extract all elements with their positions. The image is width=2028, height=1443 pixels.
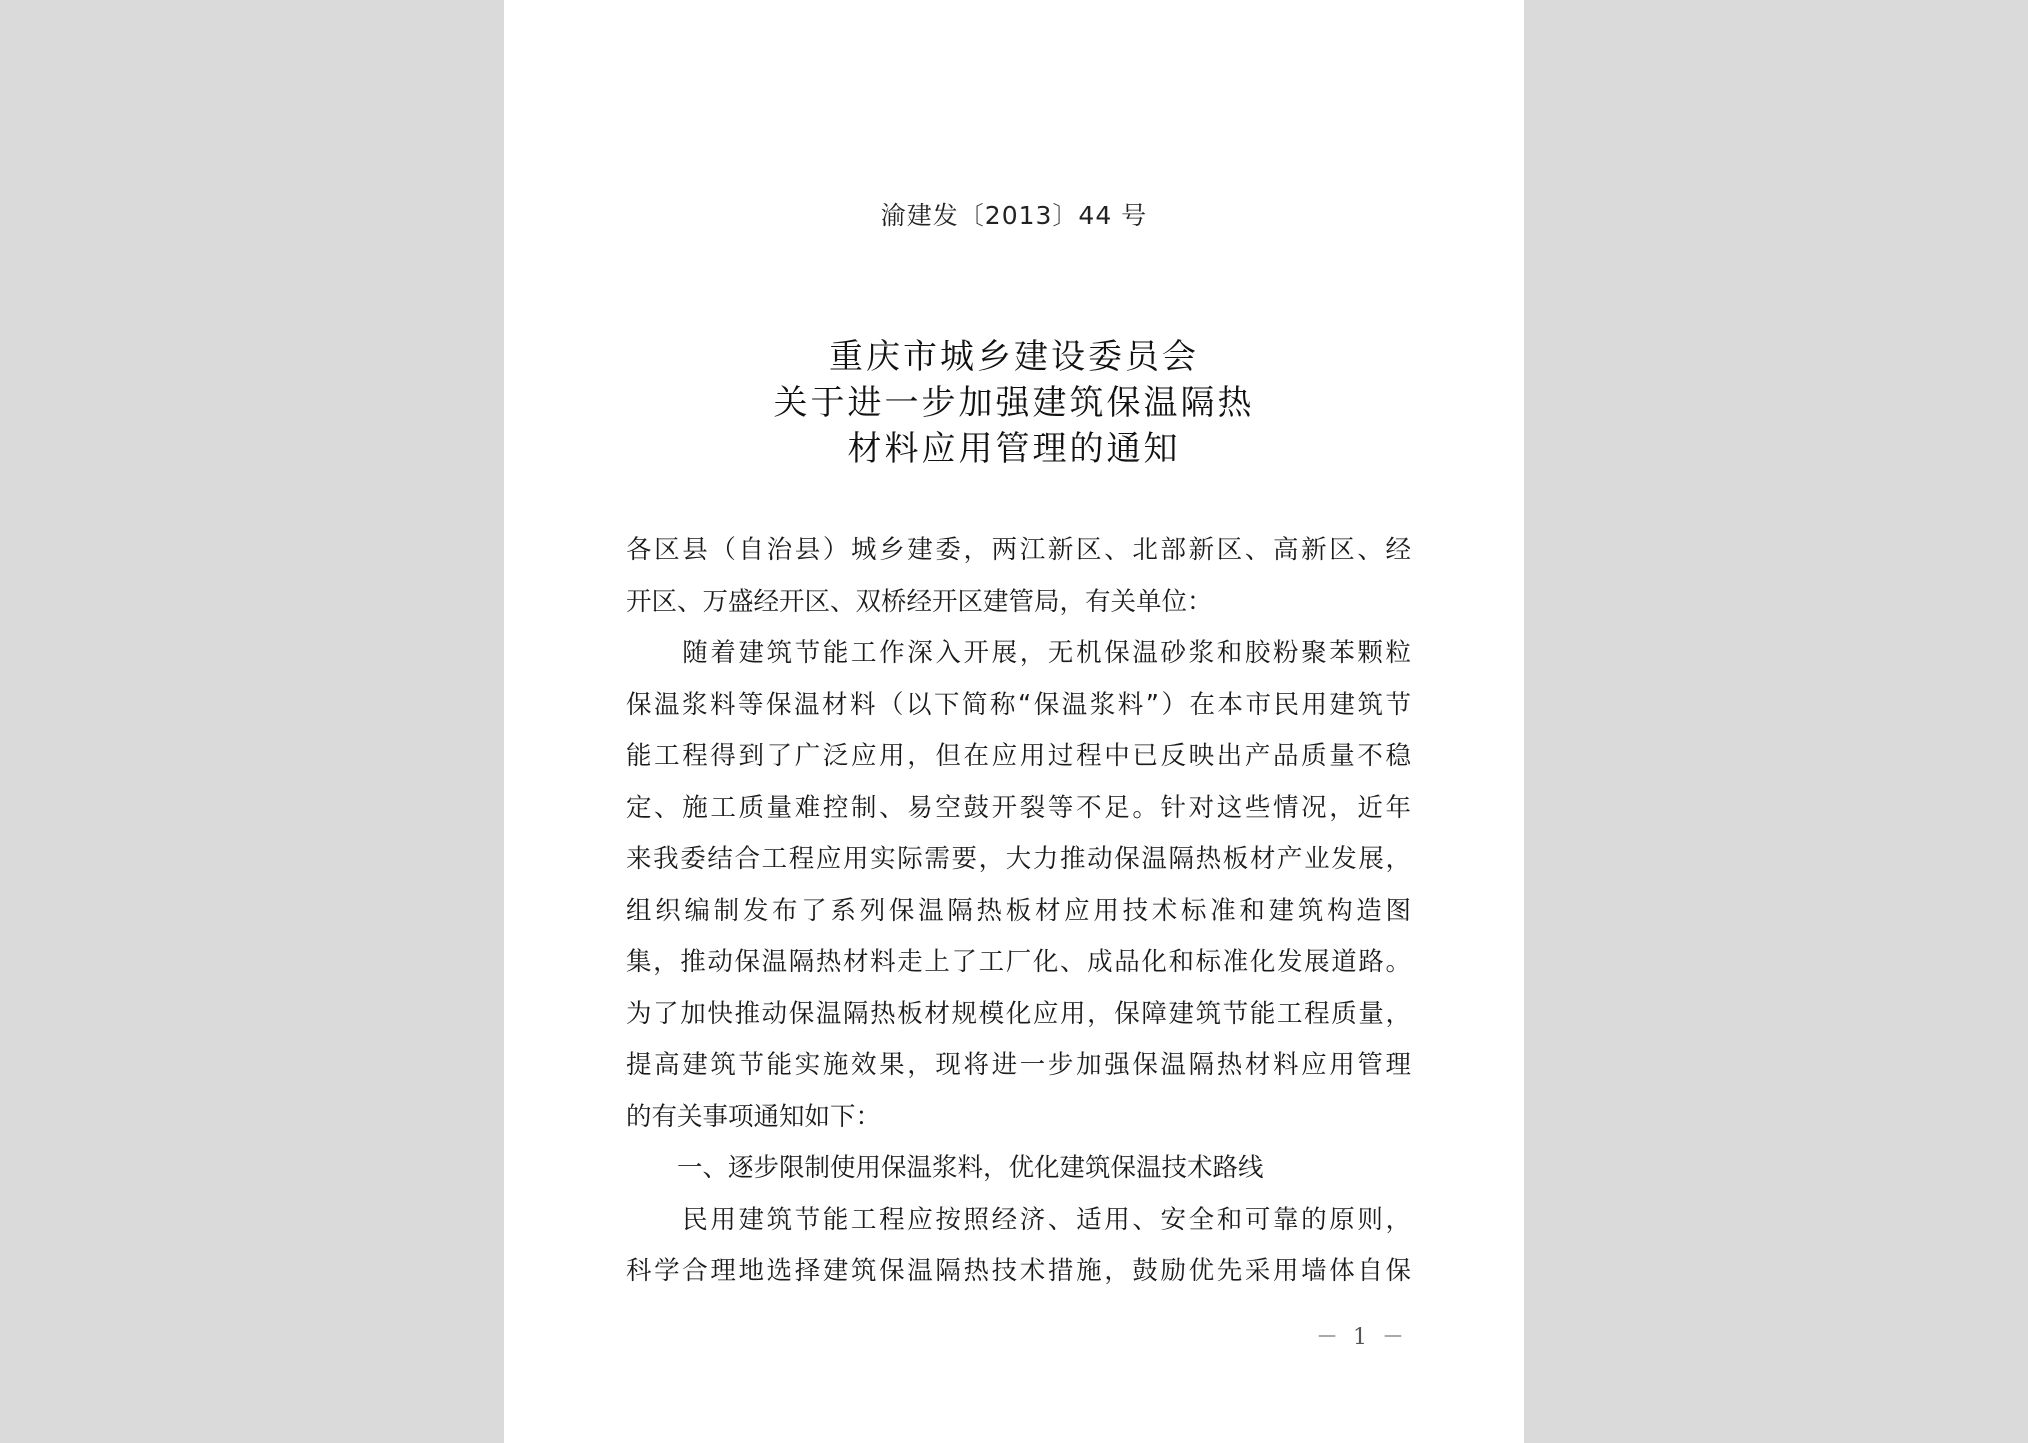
- body-line: 组织编制发布了系列保温隔热板材应用技术标准和建筑构造图: [626, 895, 1411, 926]
- body-line: 的有关事项通知如下：: [626, 1101, 882, 1132]
- body-line: 民用建筑节能工程应按照经济、适用、安全和可靠的原则，: [626, 1204, 1411, 1235]
- title-line: 重庆市城乡建设委员会: [829, 337, 1199, 377]
- body-line: 能工程得到了广泛应用，但在应用过程中已反映出产品质量不稳: [626, 741, 1411, 771]
- document-body: [626, 525, 1411, 1298]
- body-line: 开区、万盛经开区、双桥经开区建管局，有关单位：: [626, 586, 1213, 617]
- body-line: 各区县（自治县）城乡建委，两江新区、北部新区、高新区、经: [626, 535, 1411, 565]
- body-line: 保温浆料等保温材料（以下简称“保温浆料”）在本市民用建筑节: [626, 689, 1411, 720]
- document-title: [504, 334, 1524, 472]
- title-line: 关于进一步加强建筑保温隔热: [773, 383, 1255, 423]
- page-number: － 1 －: [1316, 1325, 1408, 1350]
- body-line: 集，推动保温隔热材料走上了工厂化、成品化和标准化发展道路。: [626, 947, 1411, 977]
- section-heading: 一、逐步限制使用保温浆料，优化建筑保温技术路线: [626, 1153, 1264, 1183]
- body-line: 为了加快推动保温隔热板材规模化应用，保障建筑节能工程质量，: [626, 998, 1411, 1029]
- body-line: 提高建筑节能实施效果，现将进一步加强保温隔热材料应用管理: [626, 1050, 1411, 1080]
- body-line: 来我委结合工程应用实际需要，大力推动保温隔热板材产业发展，: [626, 844, 1411, 874]
- body-line: 定、施工质量难控制、易空鼓开裂等不足。针对这些情况，近年: [626, 792, 1411, 823]
- body-line: 科学合理地选择建筑保温隔热技术措施，鼓励优先采用墙体自保: [626, 1256, 1411, 1286]
- body-line: 随着建筑节能工作深入开展，无机保温砂浆和胶粉聚苯颗粒: [626, 638, 1411, 668]
- title-line: 材料应用管理的通知: [847, 429, 1181, 469]
- document-number: 渝建发〔2013〕44 号: [880, 201, 1148, 230]
- document-page: [504, 0, 1524, 1443]
